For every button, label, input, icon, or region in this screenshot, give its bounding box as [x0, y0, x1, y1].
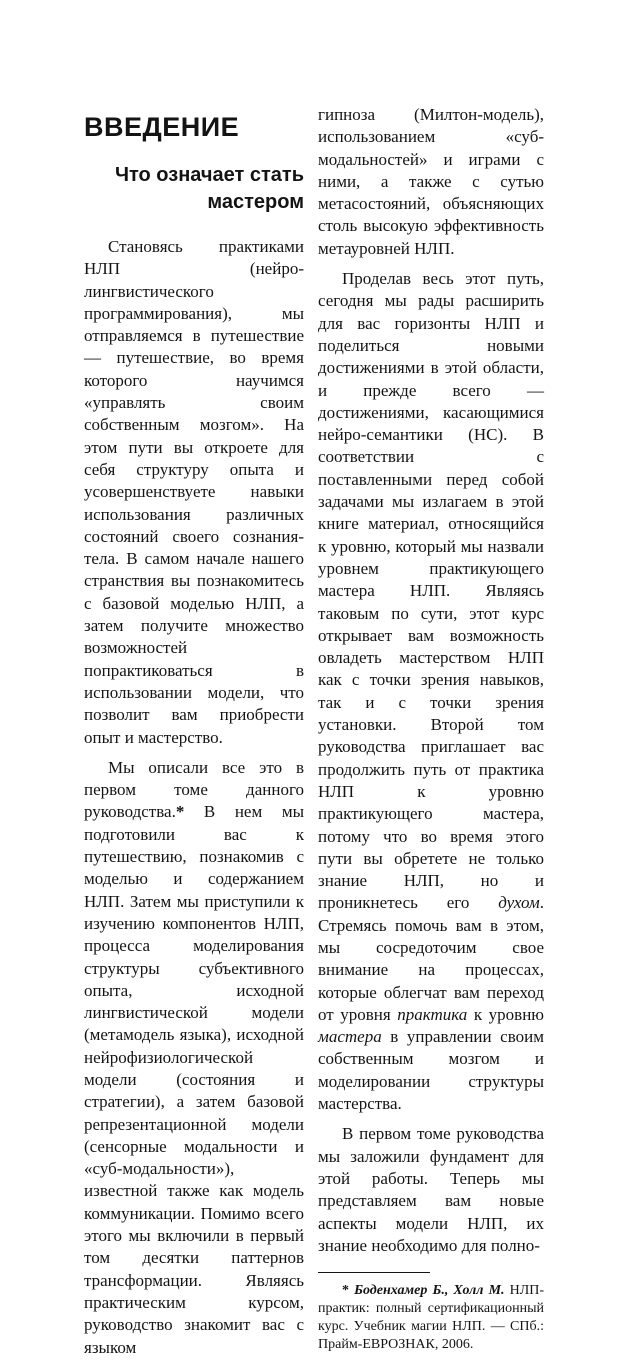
paragraph [318, 104, 544, 260]
paragraph-text: в управлении своим собственным мозгом и моделировании структуры мастерства. [318, 1027, 544, 1114]
paragraph [84, 757, 304, 1359]
footnote-divider [318, 1272, 430, 1273]
paragraph [318, 1123, 544, 1257]
paragraph-text: Проделав весь этот путь, сегодня мы рады расширить для вас горизонты НЛП и поделиться новыми достижениями в этой области, и прежде всего — достижениями, касающимися нейро-семантики (НС). В соответствии с поставленными перед собой задачами мы излагаем в этой книге материал, относящийся к уровню, который мы назвали уровнем практикующего мастера НЛП. Являясь таковым по сути, этот курс открывает вам возможность овладеть мастерством НЛП как с точки зрения навыков, так и с точки зрения установки. Второй том руководства приглашает вас продолжить путь от практика НЛП к уровню практикующего мастера, потому что во время этого пути вы обретете не только знание НЛП, но и проникнетесь его [318, 269, 544, 913]
paragraph-text: . Стремясь помочь вам в этом, мы сосредоточим свое внимание на процессах, которые облегчат вам переход от уровня [318, 893, 544, 1024]
footnote-marker: * [342, 1283, 355, 1299]
chapter-title: ВВЕДЕНИЕ [84, 112, 240, 142]
footnote-marker: * [175, 802, 185, 822]
emphasis: духом [498, 893, 540, 913]
paragraph-text: Мы описали все это в первом томе данного руководства. [84, 757, 304, 822]
paragraph-text: гипноза (Милтон-модель), использованием «суб-модальностей» и играми с ними, а также с сутью метасостояний, объясняющих столь высокую эффективность метауровней НЛП. [318, 105, 544, 258]
footnote-authors: Боденхамер Б., Холл М. [354, 1283, 505, 1299]
footnote [318, 1282, 544, 1354]
emphasis: практика [397, 1004, 468, 1024]
emphasis: мастера [318, 1027, 382, 1047]
right-column [318, 104, 544, 1354]
paragraph-text: Становясь практиками НЛП (нейро-лингвистического программирования), мы отправляемся в путешествие — путешествие, во время которого научимся «управлять своим собственным мозгом». На этом пути вы откроете для себя структуру опыта и усовершенствуете навыки использования различных состояний своего сознания-тела. В самом начале нашего странствия вы познакомитесь с базовой моделью НЛП, а затем получите множество возможностей попрактиковаться в использовании модели, что позволит вам приобрести опыт и мастерство. [84, 237, 304, 747]
section-title: Что означает стать мастером [114, 164, 304, 213]
paragraph-text: к уровню [467, 1004, 544, 1024]
paragraph-text: В нем мы подготовили вас к путешествию, познакомив с моделью и содержанием НЛП. Затем мы приступили к изучению компонентов НЛП, процесса моделирования структуры субъективного опыта, исходной лингвистической модели (метамодель языка), исходной нейрофизиологической модели (состояния и стратегии), а затем базовой репрезентационной модели (сенсорные модальности и «суб-модальности»), известной также как модель коммуникации. Помимо всего этого мы включили в первый том десятки паттернов трансформации. Являясь практическим курсом, руководство знакомит вас с языком [84, 802, 304, 1357]
paragraph [84, 236, 304, 749]
footnote-text: НЛП-практик: полный сертификационный курс. Учебник магии НЛП. — СПб.: Прайм-ЕВРОЗНАК, 2006. [318, 1283, 544, 1353]
paragraph [318, 268, 544, 1115]
left-column [84, 104, 304, 1367]
paragraph-text: В первом томе руководства мы заложили фундамент для этой работы. Теперь мы представляем вам новые аспекты модели НЛП, их знание необходимо для полно- [318, 1124, 544, 1255]
